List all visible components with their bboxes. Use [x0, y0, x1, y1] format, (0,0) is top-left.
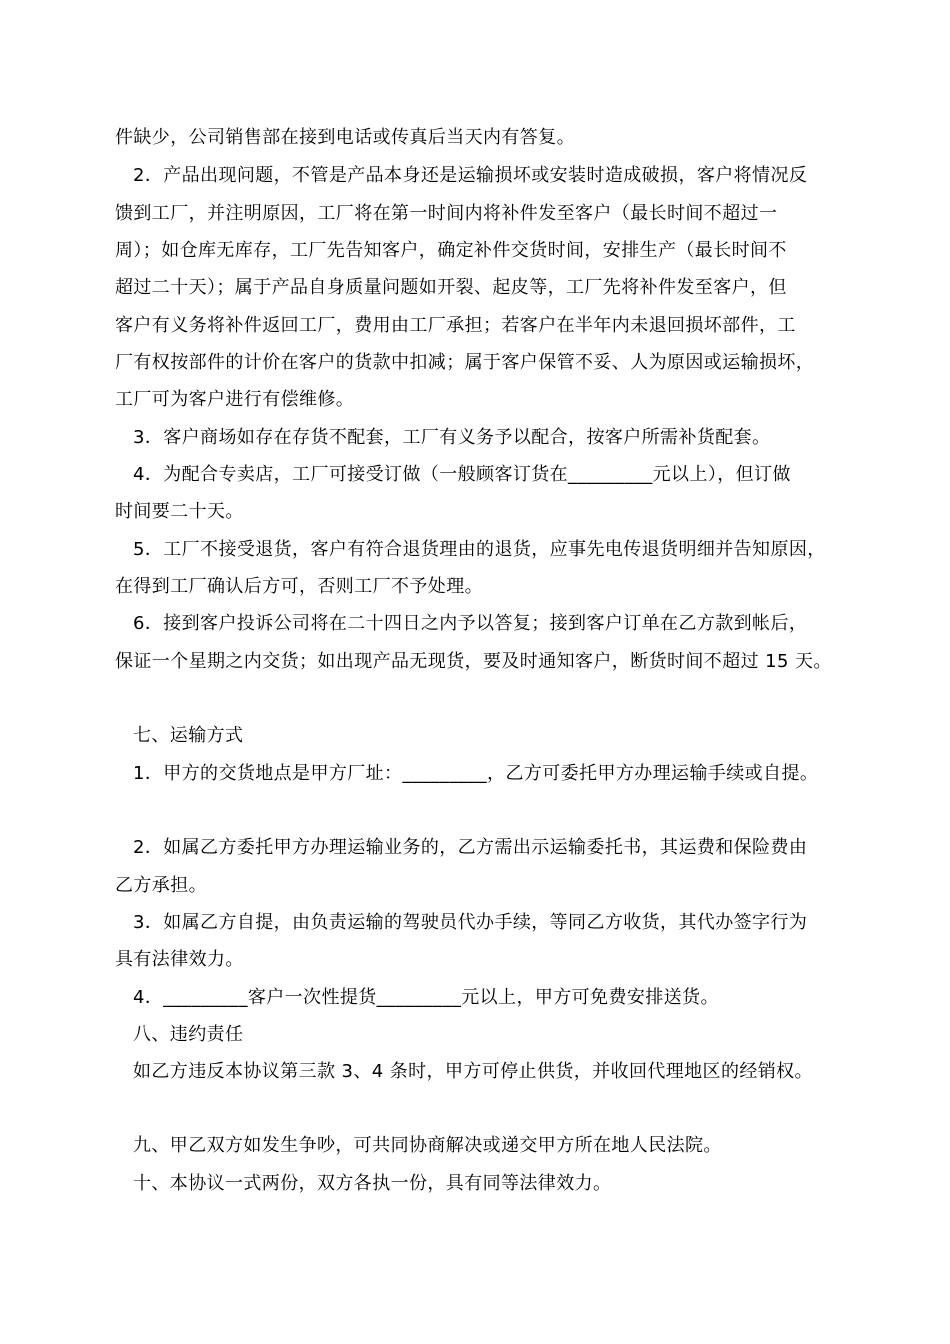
- paragraph-line: 超过二十天）；属于产品自身质量问题如开裂、起皮等，工厂先将补件发至客户，但: [115, 277, 787, 298]
- paragraph-line: 4．为配合专卖店，工厂可接受订做（一般顾客订货在_________元以上），但订做: [133, 464, 791, 485]
- paragraph-line: 2．如属乙方委托甲方办理运输业务的，乙方需出示运输委托书，其运费和保险费由: [133, 837, 808, 858]
- paragraph-line: 在得到工厂确认后方可，否则工厂不予处理。: [115, 576, 483, 597]
- paragraph-line: 保证一个星期之内交货；如出现产品无现货，要及时通知客户，断货时间不超过 15 天。: [115, 651, 832, 672]
- paragraph-line: 客户有义务将补件返回工厂，费用由工厂承担；若客户在半年内未退回损坏部件，工: [115, 315, 796, 336]
- paragraph-line: 具有法律效力。: [115, 949, 244, 970]
- paragraph-line: 乙方承担。: [115, 875, 207, 896]
- paragraph-line: 工厂可为客户进行有偿维修。: [115, 389, 355, 410]
- section-heading: 九、甲乙双方如发生争吵，可共同协商解决或递交甲方所在地人民法院。: [133, 1135, 722, 1156]
- paragraph-line: 3．客户商场如存在存货不配套，工厂有义务予以配合，按客户所需补货配套。: [133, 427, 771, 448]
- paragraph-line: 3．如属乙方自提，由负责运输的驾驶员代办手续，等同乙方收货，其代办签字行为: [133, 912, 808, 933]
- paragraph-line: 6．接到客户投诉公司将在二十四日之内予以答复；接到客户订单在乙方款到帐后，: [133, 613, 808, 634]
- paragraph-line: 2．产品出现问题，不管是产品本身还是运输损坏或安装时造成破损，客户将情况反: [133, 165, 808, 186]
- paragraph-line: 时间要二十天。: [115, 501, 244, 522]
- section-heading: 七、运输方式: [133, 725, 244, 746]
- section-heading: 八、违约责任: [133, 1024, 244, 1045]
- paragraph-line: 厂有权按部件的计价在客户的货款中扣减；属于客户保管不妥、人为原因或运输损坏，: [115, 352, 815, 373]
- section-heading: 十、本协议一式两份，双方各执一份，具有同等法律效力。: [133, 1173, 612, 1194]
- paragraph-line: 馈到工厂，并注明原因，工厂将在第一时间内将补件发至客户（最长时间不超过一: [115, 203, 778, 224]
- paragraph-line: 件缺少，公司销售部在接到电话或传真后当天内有答复。: [115, 127, 575, 148]
- paragraph-line: 4．_________客户一次性提货_________元以上，甲方可免费安排送货。: [133, 987, 719, 1008]
- paragraph-line: 5．工厂不接受退货，客户有符合退货理由的退货，应事先电传退货明细并告知原因，: [133, 539, 826, 560]
- paragraph-line: 如乙方违反本协议第三款 3、4 条时，甲方可停止供货，并收回代理地区的经销权。: [133, 1061, 813, 1082]
- paragraph-line: 1．甲方的交货地点是甲方厂址：_________，乙方可委托甲方办理运输手续或自提。: [133, 763, 819, 784]
- paragraph-line: 周）；如仓库无库存，工厂先告知客户，确定补件交货时间，安排生产（最长时间不: [115, 240, 787, 261]
